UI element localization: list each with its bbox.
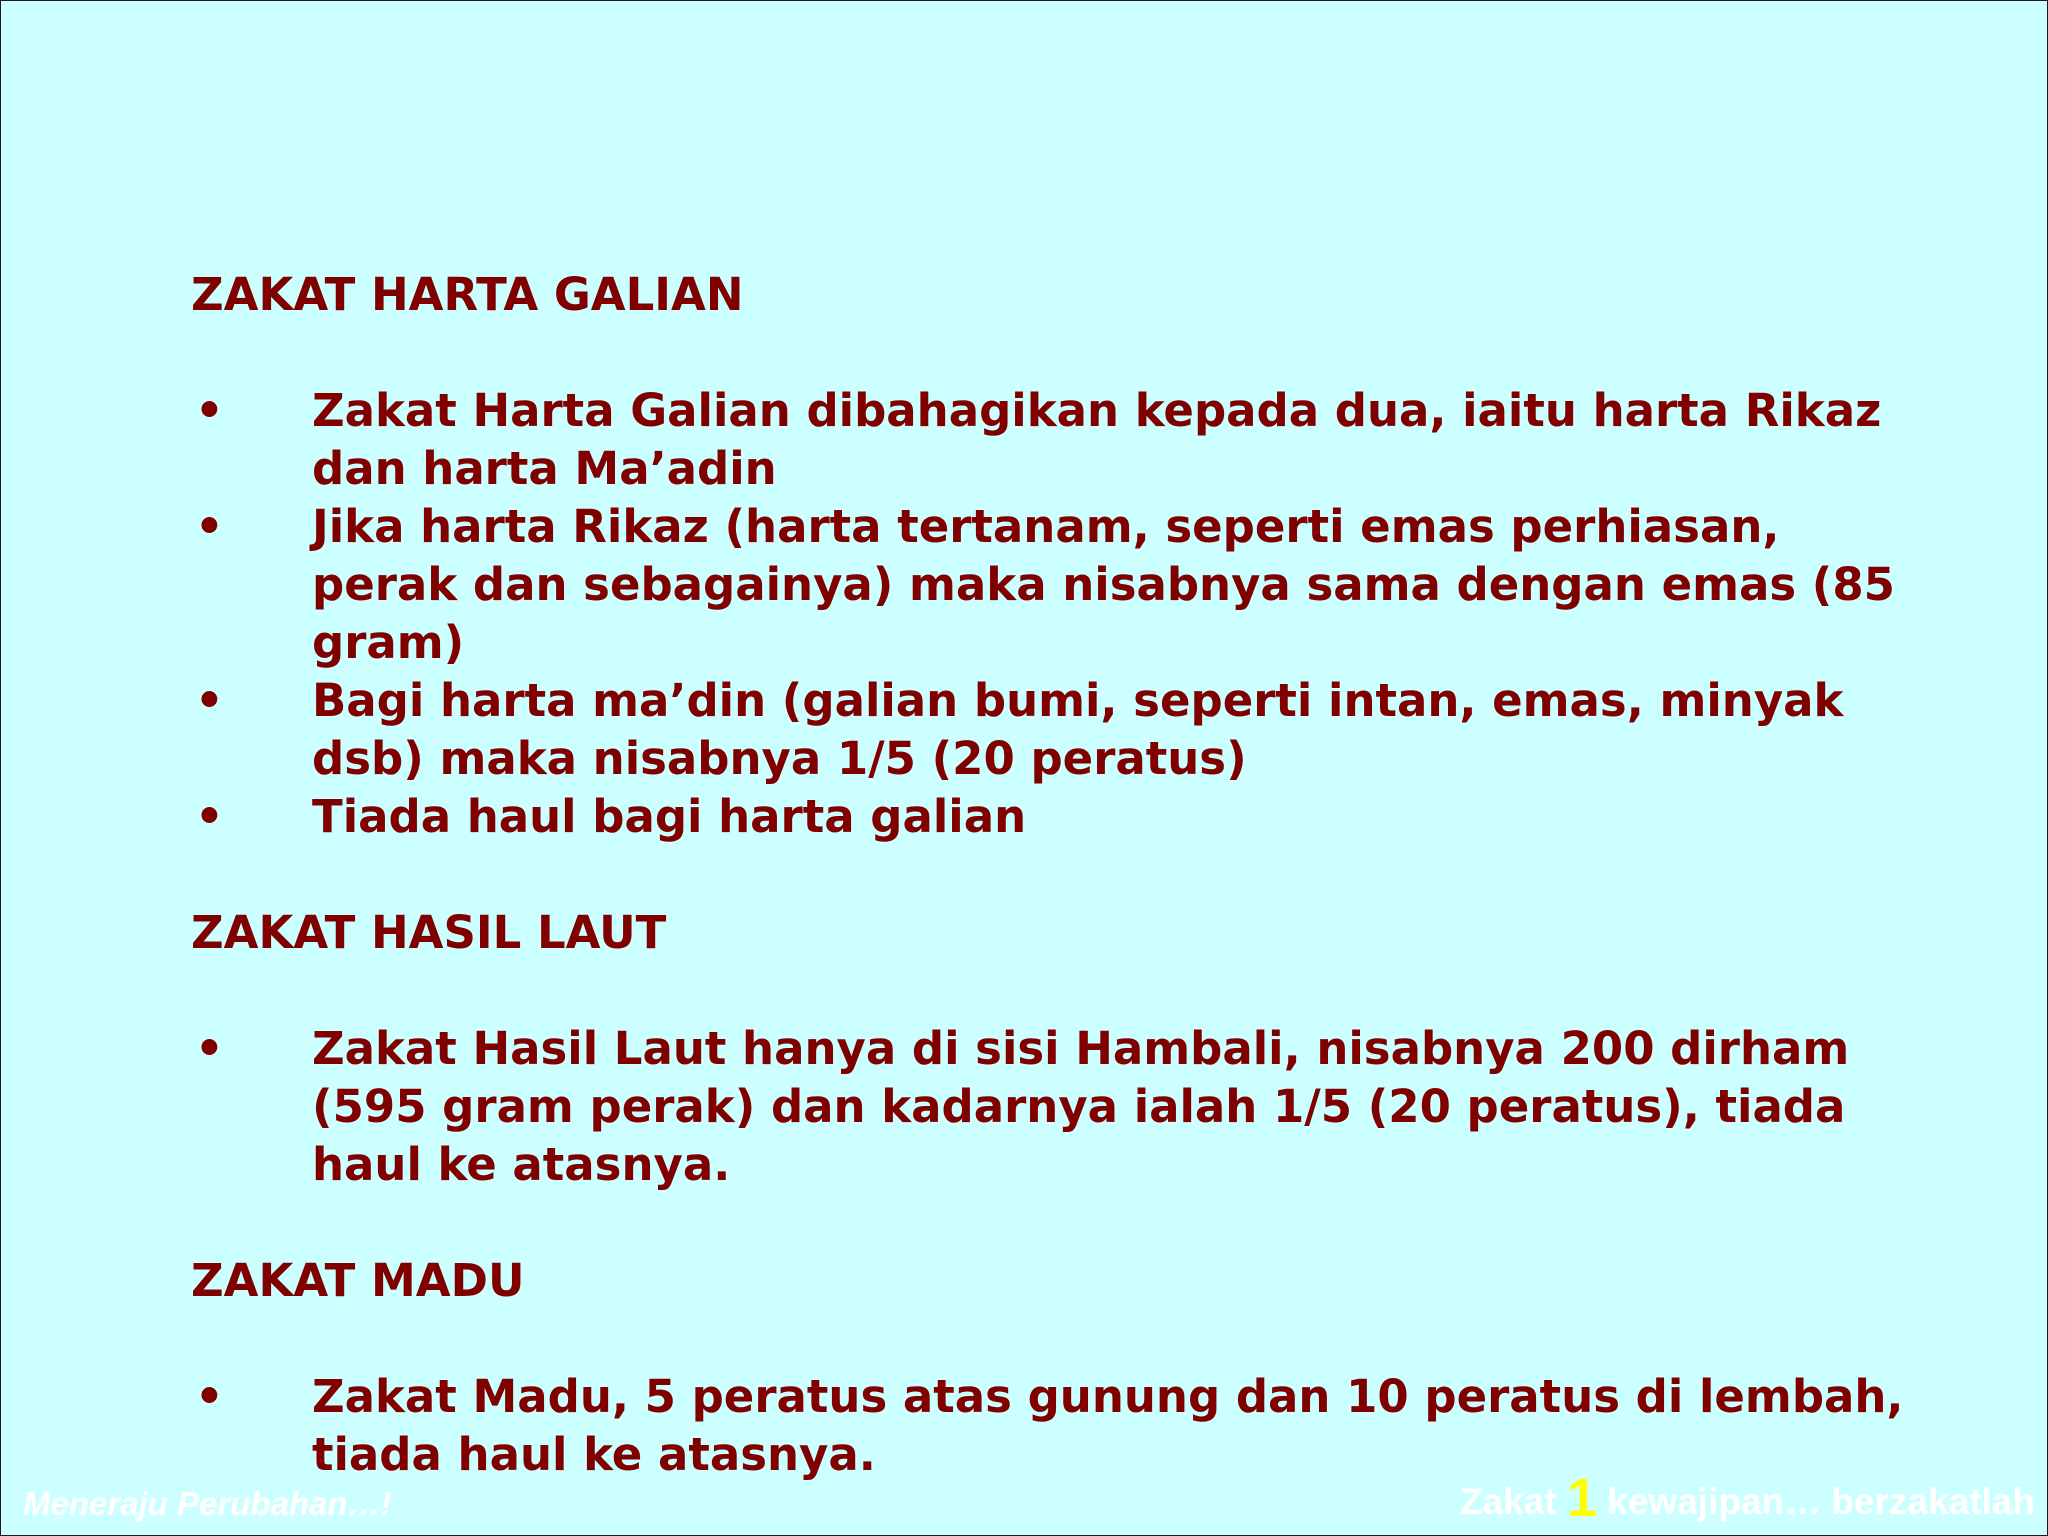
bullet-item [191, 672, 1911, 788]
bullet-text: Zakat Madu, 5 peratus atas gunung dan 10 peratus di lembah, tiada haul ke atasnya. [312, 1370, 1904, 1481]
slide-content [191, 266, 1911, 1484]
bullet-text: Zakat Harta Galian dibahagikan kepada dua, iaitu harta Rikaz dan harta Ma’adin [312, 384, 1882, 495]
bullet-text: Jika harta Rikaz (harta tertanam, seperti emas perhiasan, perak dan sebagainya) maka nisabnya sama dengan emas (85 gram) [312, 500, 1895, 669]
bullet-item [191, 1020, 1911, 1194]
section-heading: ZAKAT HASIL LAUT [191, 906, 667, 959]
footer-slogan-right [1460, 1465, 2035, 1527]
footer-right-number: 1 [1566, 1468, 1597, 1528]
bullet-item [191, 498, 1911, 672]
footer-right-prefix: Zakat [1460, 1481, 1567, 1522]
bullet-text: Bagi harta ma’din (galian bumi, seperti intan, emas, minyak dsb) maka nisabnya 1/5 (20 peratus) [312, 674, 1844, 785]
bullet-list [191, 382, 1911, 846]
bullet-icon: • [195, 1022, 224, 1075]
bullet-icon: • [195, 500, 224, 553]
section-madu [191, 1252, 1911, 1484]
bullet-icon: • [195, 1370, 224, 1423]
footer-right-suffix: kewajipan… berzakatlah [1596, 1481, 2035, 1522]
bullet-list [191, 1020, 1911, 1194]
section-harta-galian [191, 266, 1911, 846]
section-heading: ZAKAT MADU [191, 1254, 525, 1307]
bullet-icon: • [195, 790, 224, 843]
section-heading: ZAKAT HARTA GALIAN [191, 268, 744, 321]
section-hasil-laut [191, 904, 1911, 1194]
bullet-item [191, 382, 1911, 498]
bullet-icon: • [195, 384, 224, 437]
bullet-text: Zakat Hasil Laut hanya di sisi Hambali, nisabnya 200 dirham (595 gram perak) dan kadarnya ialah 1/5 (20 peratus), tiada haul ke atasnya. [312, 1022, 1850, 1191]
footer-slogan-left: Meneraju Perubahan…! [23, 1485, 392, 1522]
bullet-item [191, 788, 1911, 846]
bullet-icon: • [195, 674, 224, 727]
bullet-text: Tiada haul bagi harta galian [312, 790, 1027, 843]
